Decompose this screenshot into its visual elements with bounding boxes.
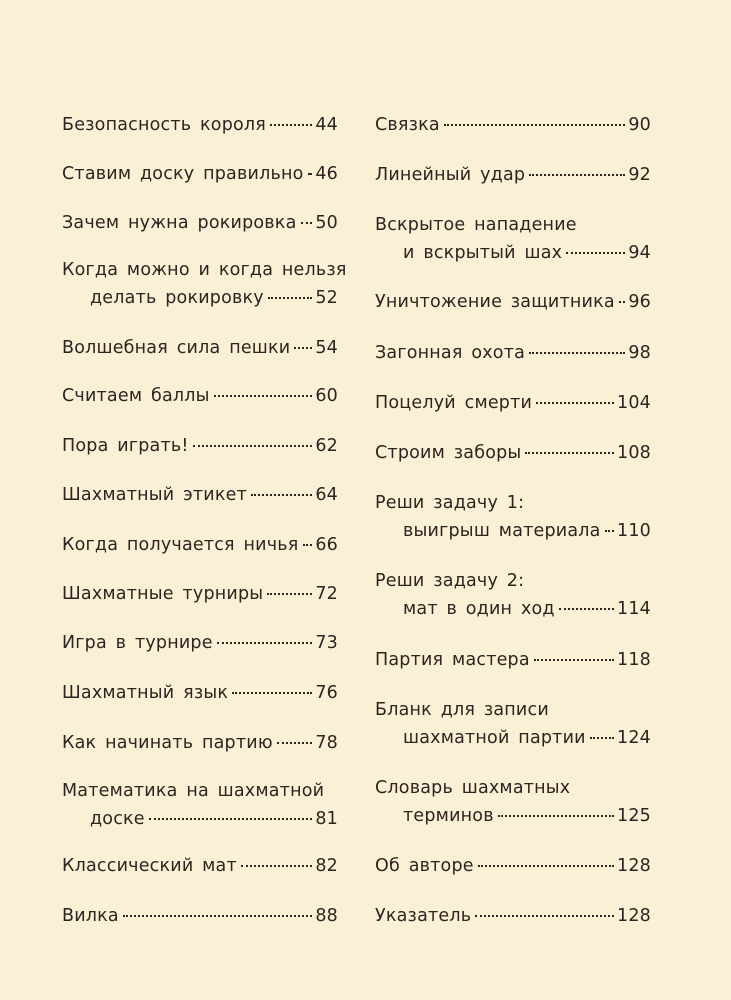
toc-entry-title: Математика на шахматной [62,781,325,801]
toc-entry-page: 62 [315,436,338,456]
toc-entry-title: Безопасность короля [62,115,267,135]
dot-leader [566,251,625,254]
toc-entry-page: 66 [315,535,338,555]
dot-leader [251,493,312,496]
toc-entry-page: 125 [616,806,651,826]
toc-entry-page: 118 [616,650,651,670]
toc-entry-page: 92 [628,165,651,185]
toc-entry[interactable] [62,334,338,362]
toc-line [375,389,651,417]
toc-line [62,256,347,284]
toc-entry-title: Бланк для записи [375,700,549,720]
toc-entry[interactable] [375,439,651,467]
toc-entry-page: 104 [616,393,651,413]
toc-line [62,481,338,509]
toc-line [375,161,651,189]
toc-line [375,902,651,930]
toc-entry[interactable] [375,288,651,316]
toc-entry[interactable] [375,389,651,417]
toc-line [375,567,651,595]
toc-line [375,774,651,802]
toc-line [62,531,338,559]
dot-leader [241,864,312,867]
toc-line [375,852,651,880]
toc-entry-title: Как начинать партию [62,733,273,753]
toc-entry[interactable] [62,902,338,930]
toc-entry[interactable] [375,902,651,930]
dot-leader [529,173,625,176]
toc-entry-page: 52 [315,288,338,308]
dot-leader [232,691,312,694]
toc-entry-title: Когда получается ничья [62,535,299,555]
toc-line [62,852,338,880]
toc-entry-title: Зачем нужна рокировка [62,213,297,233]
toc-entry-title-cont: мат в один ход [403,599,555,619]
dot-leader [294,346,312,349]
toc-entry-page: 73 [315,633,338,653]
toc-entry-page: 81 [315,809,338,829]
toc-line [62,209,338,237]
toc-line [62,805,338,833]
toc-entry-title: Реши задачу 1: [375,493,525,513]
toc-entry-title: Волшебная сила пешки [62,338,291,358]
toc-entry-title-cont: выигрыш материала [403,521,601,541]
toc-line [62,902,338,930]
toc-entry-page: 90 [628,115,651,135]
dot-leader [605,529,614,532]
toc-entry-title: Шахматный язык [62,683,229,703]
toc-entry-page: 110 [616,521,651,541]
toc-entry[interactable] [62,852,338,880]
toc-entry[interactable] [375,774,651,830]
toc-entry-title-cont: и вскрытый шах [403,243,563,263]
dot-leader [590,736,614,739]
toc-entry[interactable] [375,111,651,139]
toc-entry-page: 50 [315,213,338,233]
dot-leader [534,658,614,661]
toc-entry-title: Поцелуй смерти [375,393,533,413]
toc-entry-title: Реши задачу 2: [375,571,525,591]
toc-entry-title: Об авторе [375,856,474,876]
toc-entry[interactable] [62,580,338,608]
dot-leader [536,401,614,404]
toc-entry[interactable] [375,696,651,752]
toc-line [62,160,338,188]
toc-entry-page: 128 [616,906,651,926]
toc-entry-title-cont: терминов [403,806,494,826]
toc-entry[interactable] [62,629,338,657]
toc-line [375,239,651,267]
toc-line [62,729,338,757]
toc-entry-title: Строим заборы [375,443,522,463]
toc-line [62,334,338,362]
toc-line [62,382,338,410]
toc-line [375,724,651,752]
dot-leader [123,914,312,917]
toc-entry-page: 54 [315,338,338,358]
toc-entry-title: Словарь шахматных [375,778,571,798]
toc-line [62,432,338,460]
toc-entry[interactable] [62,777,338,833]
dot-leader [525,451,614,454]
toc-entry-page: 46 [315,164,338,184]
toc-entry-page: 114 [616,599,651,619]
toc-entry-title: Считаем баллы [62,386,210,406]
toc-line [375,489,651,517]
toc-entry-title: Ставим доску правильно [62,164,304,184]
toc-entry-title: Партия мастера [375,650,530,670]
dot-leader [475,914,614,917]
toc-entry-page: 88 [315,906,338,926]
toc-entry-page: 64 [315,485,338,505]
toc-entry-title: Классический мат [62,856,237,876]
toc-line [375,439,651,467]
toc-entry[interactable] [375,489,651,545]
toc-line [375,111,651,139]
toc-entry-page: 78 [315,733,338,753]
toc-entry-page: 94 [628,243,651,263]
toc-entry-page: 76 [315,683,338,703]
toc-entry-title: Вилка [62,906,119,926]
toc-entry[interactable] [375,646,651,674]
dot-leader [193,444,313,447]
toc-entry-title-cont: делать рокировку [90,288,264,308]
toc-entry[interactable] [62,729,338,757]
toc-entry-title: Указатель [375,906,472,926]
dot-leader [268,296,312,299]
dot-leader [498,814,614,817]
toc-entry-page: 82 [315,856,338,876]
toc-entry-page: 98 [628,343,651,363]
toc-entry[interactable] [62,481,338,509]
toc-line [375,802,651,830]
toc-line [375,696,651,724]
toc-line [62,679,338,707]
toc-entry[interactable] [375,339,651,367]
dot-leader [529,351,625,354]
toc-entry-title: Когда можно и когда нельзя [62,260,347,280]
dot-leader [267,592,312,595]
dot-leader [270,123,312,126]
toc-line [375,339,651,367]
toc-entry-title: Уничтожение защитника [375,292,615,312]
dot-leader [303,543,313,546]
toc-entry[interactable] [62,432,338,460]
toc-entry-page: 124 [616,728,651,748]
dot-leader [214,394,313,397]
toc-entry[interactable] [375,567,651,623]
dot-leader [308,172,313,175]
toc-entry-title: Шахматный этикет [62,485,248,505]
toc-entry[interactable] [62,382,338,410]
toc-line [375,211,651,239]
dot-leader [478,864,614,867]
toc-entry[interactable] [375,852,651,880]
toc-line [375,595,651,623]
toc-entry[interactable] [375,211,651,267]
dot-leader [619,300,626,303]
toc-entry-page: 108 [616,443,651,463]
toc-entry[interactable] [62,209,338,237]
dot-leader [301,221,313,224]
dot-leader [149,817,313,820]
toc-line [375,646,651,674]
toc-entry-page: 44 [315,115,338,135]
toc-entry-title: Связка [375,115,440,135]
toc-entry-title: Пора играть! [62,436,189,456]
toc-line [375,517,651,545]
toc-entry[interactable] [62,531,338,559]
dot-leader [217,641,313,644]
toc-entry[interactable] [62,679,338,707]
toc-entry[interactable] [62,111,338,139]
toc-entry-title: Линейный удар [375,165,526,185]
toc-entry-title: Загонная охота [375,343,526,363]
toc-line [62,629,338,657]
toc-entry-page: 128 [616,856,651,876]
toc-entry-page: 72 [315,584,338,604]
toc-entry[interactable] [62,256,347,312]
dot-leader [277,741,313,744]
toc-line [62,284,338,312]
toc-entry-title-cont: доске [90,809,145,829]
toc-entry-title: Вскрытое нападение [375,215,577,235]
toc-entry[interactable] [62,160,338,188]
toc-entry-title-cont: шахматной партии [403,728,586,748]
toc-entry-page: 96 [628,292,651,312]
toc-line [375,288,651,316]
dot-leader [444,123,625,126]
toc-line [62,777,338,805]
toc-entry-title: Шахматные турниры [62,584,264,604]
toc-line [62,580,338,608]
toc-entry-page: 60 [315,386,338,406]
toc-line [62,111,338,139]
dot-leader [559,607,614,610]
toc-entry-title: Игра в турнире [62,633,213,653]
toc-entry[interactable] [375,161,651,189]
